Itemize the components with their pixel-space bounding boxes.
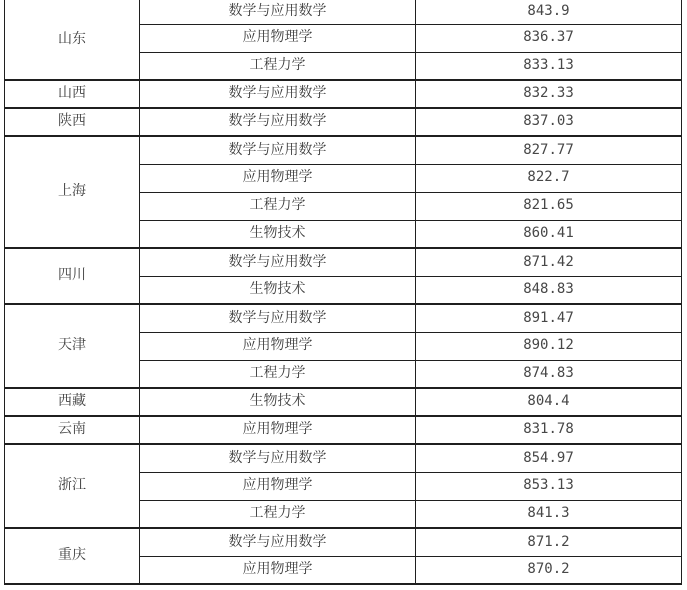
major-cell: 应用物理学 xyxy=(140,24,416,52)
score-cell: 841.3 xyxy=(416,500,682,528)
major-cell: 工程力学 xyxy=(140,360,416,388)
score-cell: 890.12 xyxy=(416,332,682,360)
major-cell: 生物技术 xyxy=(140,276,416,304)
table-row xyxy=(5,528,682,556)
major-cell: 数学与应用数学 xyxy=(140,108,416,136)
major-cell: 数学与应用数学 xyxy=(140,136,416,164)
table-row xyxy=(5,304,682,332)
score-cell: 831.78 xyxy=(416,416,682,444)
major-cell: 应用物理学 xyxy=(140,332,416,360)
score-cell: 832.33 xyxy=(416,80,682,108)
score-cell: 833.13 xyxy=(416,52,682,80)
province-cell: 山西 xyxy=(5,80,140,108)
major-cell: 数学与应用数学 xyxy=(140,528,416,556)
score-cell: 848.83 xyxy=(416,276,682,304)
province-cell: 浙江 xyxy=(5,444,140,528)
score-cell: 853.13 xyxy=(416,472,682,500)
score-cell: 874.83 xyxy=(416,360,682,388)
province-cell: 西藏 xyxy=(5,388,140,416)
score-cell: 870.2 xyxy=(416,556,682,584)
score-cell: 804.4 xyxy=(416,388,682,416)
scores-table-body xyxy=(5,0,682,584)
score-cell: 822.7 xyxy=(416,164,682,192)
major-cell: 应用物理学 xyxy=(140,164,416,192)
table-row xyxy=(5,248,682,276)
score-cell: 871.2 xyxy=(416,528,682,556)
major-cell: 数学与应用数学 xyxy=(140,304,416,332)
score-cell: 821.65 xyxy=(416,192,682,220)
major-cell: 应用物理学 xyxy=(140,472,416,500)
table-row xyxy=(5,0,682,24)
score-cell: 827.77 xyxy=(416,136,682,164)
major-cell: 生物技术 xyxy=(140,220,416,248)
score-cell: 854.97 xyxy=(416,444,682,472)
table-row xyxy=(5,416,682,444)
major-cell: 应用物理学 xyxy=(140,556,416,584)
table-row xyxy=(5,136,682,164)
province-cell: 云南 xyxy=(5,416,140,444)
major-cell: 工程力学 xyxy=(140,52,416,80)
score-cell: 836.37 xyxy=(416,24,682,52)
table-row xyxy=(5,388,682,416)
major-cell: 工程力学 xyxy=(140,192,416,220)
table-row xyxy=(5,80,682,108)
score-cell: 837.03 xyxy=(416,108,682,136)
province-cell: 山东 xyxy=(5,0,140,80)
major-cell: 数学与应用数学 xyxy=(140,444,416,472)
major-cell: 生物技术 xyxy=(140,388,416,416)
major-cell: 数学与应用数学 xyxy=(140,80,416,108)
table-row xyxy=(5,444,682,472)
score-cell: 871.42 xyxy=(416,248,682,276)
province-cell: 天津 xyxy=(5,304,140,388)
province-cell: 重庆 xyxy=(5,528,140,584)
province-cell: 四川 xyxy=(5,248,140,304)
score-cell: 843.9 xyxy=(416,0,682,24)
major-cell: 数学与应用数学 xyxy=(140,0,416,24)
score-cell: 860.41 xyxy=(416,220,682,248)
province-cell: 陕西 xyxy=(5,108,140,136)
major-cell: 数学与应用数学 xyxy=(140,248,416,276)
major-cell: 应用物理学 xyxy=(140,416,416,444)
scores-table xyxy=(4,0,682,585)
score-cell: 891.47 xyxy=(416,304,682,332)
province-cell: 上海 xyxy=(5,136,140,248)
major-cell: 工程力学 xyxy=(140,500,416,528)
table-row xyxy=(5,108,682,136)
